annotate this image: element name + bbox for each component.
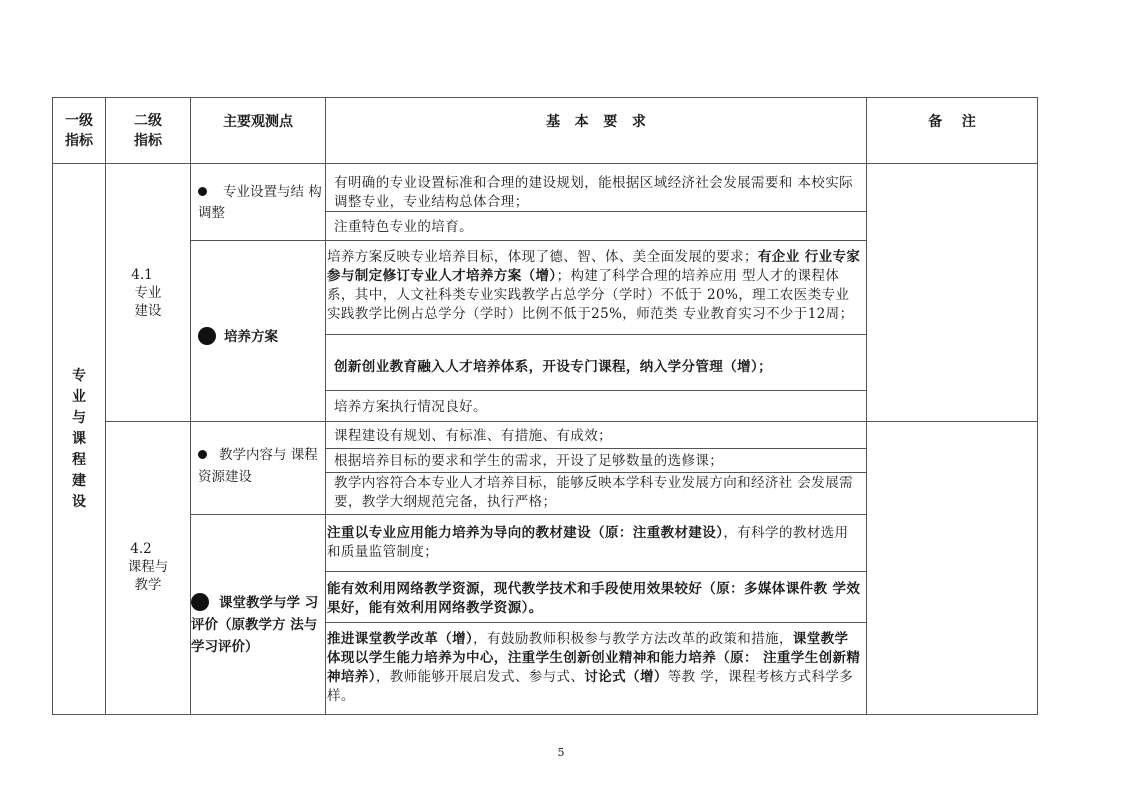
level2-indicator-4-2: [106, 540, 190, 600]
req-sep: [325, 571, 867, 572]
requirement-item: 推进课堂教学改革（增），有鼓励教师积极参与教学方法改革的政策和措施，课堂教学体现以学生能力培养为中心，注重学生创新创业精神和能力培养（原： 注重学生创新精神培养），教师能够开展启发式、参与式、讨论式（增）等教 学，课程考核方式科学多样。: [327, 631, 861, 704]
requirement-item: 教学内容符合本专业人才培养目标，能够反映本学科专业发展方向和经济社 会发展需要，教学大纲规范完备，执行严格；: [334, 475, 853, 510]
req-sep: [325, 390, 867, 391]
col-sep-1: [105, 97, 106, 715]
observation-teaching-content: 教学内容与 课程资源建设: [198, 447, 318, 485]
bullet-icon: [191, 593, 209, 611]
header-level2: 二级指标: [134, 112, 162, 149]
requirement-item: 注重以专业应用能力培养为导向的教材建设（原：注重教材建设），有科学的教材选用和质量监管制度；: [327, 525, 849, 560]
observation-training-plan: 培养方案: [198, 327, 322, 351]
page-number: 5: [557, 746, 565, 759]
observation-structure: 专业设置与结 构调整: [198, 184, 322, 221]
req-sep: [325, 448, 867, 449]
remarks-cell: [867, 422, 1037, 714]
requirement-item: 能有效利用网络教学资源，现代教学技术和手段使用效果较好（原：多媒体课件教 学效果好，能有效利用网络教学资源）。: [327, 581, 861, 616]
level1-indicator: 专业与课程建设: [72, 367, 86, 510]
req-sep: [325, 622, 867, 623]
observation-classroom-teaching: 课堂教学与学 习评价（原教学方 法与学习评价）: [191, 595, 319, 655]
table-border-right: [1037, 97, 1038, 715]
level2-label: 课程与教学: [127, 559, 169, 593]
remarks-cell: [867, 164, 1037, 421]
header-observation: 主要观测点: [223, 114, 293, 130]
header-remarks: 备 注: [928, 114, 976, 130]
bullet-icon: [198, 327, 216, 345]
bullet-icon: [198, 450, 207, 459]
level2-label: 专业建设: [134, 285, 162, 319]
requirement-item: 培养方案执行情况良好。: [334, 399, 487, 415]
obs-sep-3: [190, 514, 867, 515]
requirement-item: 根据培养目标的要求和学生的需求，开设了足够数量的选修课；: [334, 453, 724, 469]
requirement-item: 注重特色专业的培育。: [334, 219, 473, 235]
level2-number: 4.2: [130, 541, 152, 557]
obs-sep-1: [190, 240, 867, 241]
table-border-bottom: [52, 714, 1038, 715]
requirement-item: 课程建设有规划、有标准、有措施、有成效；: [334, 428, 612, 444]
header-requirements: 基 本 要 求: [546, 114, 646, 130]
req-sep: [325, 334, 867, 335]
header-level1: 一级指标: [65, 112, 93, 149]
requirement-item: 创新创业教育融入人才培养体系，开设专门课程，纳入学分管理（增）；: [334, 359, 773, 375]
level2-indicator-4-1: [106, 266, 190, 326]
bullet-icon: [198, 187, 207, 196]
req-sep: [325, 211, 867, 212]
requirement-item: 培养方案反映专业培养目标，体现了德、智、体、美全面发展的要求；有企业 行业专家参与制定修订专业人才培养方案（增）；构建了科学合理的培养应用 型人才的课程体系，其中，人文社科类专业实践教学占总学分（学时）不低于 20%，理工农医类专业实践教学比例占总学分（学时）比例不低于25%，师范类 专业教育实习不少于12周；: [327, 249, 861, 322]
level2-number: 4.1: [131, 267, 153, 283]
requirement-item: 有明确的专业设置标准和合理的建设规划，能根据区域经济社会发展需要和 本校实际调整专业，专业结构总体合理；: [334, 175, 853, 210]
